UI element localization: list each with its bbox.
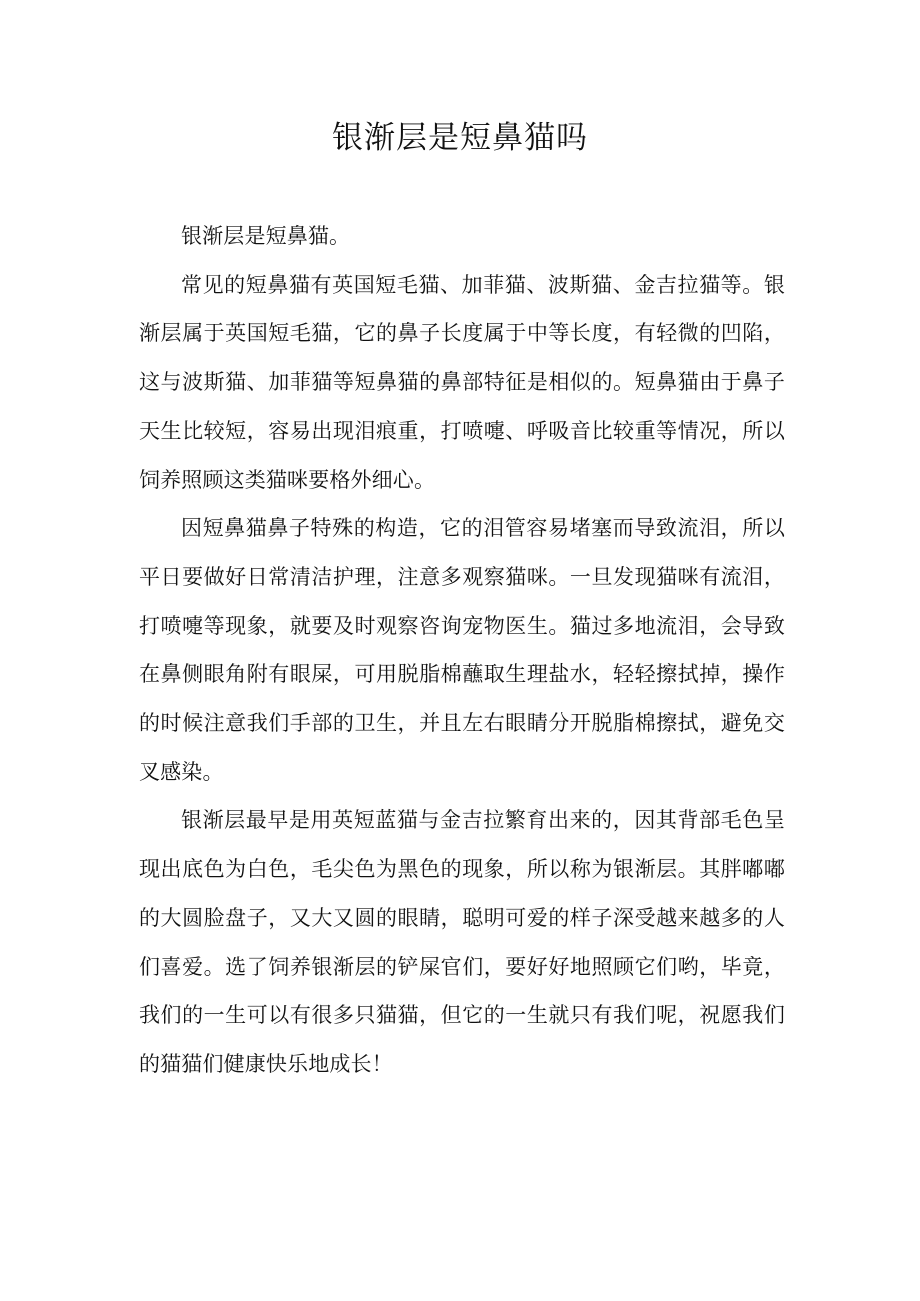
paragraph-intro: 银渐层是短鼻猫。 — [181, 224, 351, 248]
paragraph-origin-and-closing: 银渐层最早是用英短蓝猫与金吉拉繁育出来的，因其背部毛色呈现出底色为白色，毛尖色为黑色的现象，所以称为银渐层。其胖嘟嘟的大圆脸盘子，又大又圆的眼睛，聪明可爱的样子深受越来越多的人们喜爱。选了饲养银渐层的铲屎官们，要好好地照顾它们哟，毕竟，我们的一生可以有很多只猫猫，但它的一生就只有我们呢，祝愿我们的猫猫们健康快乐地成长！ — [139, 808, 785, 1076]
page-title: 银渐层是短鼻猫吗 — [332, 120, 588, 156]
document-body — [139, 212, 785, 1089]
paragraph-tear-care: 因短鼻猫鼻子特殊的构造，它的泪管容易堵塞而导致流泪，所以平日要做好日常清洁护理，注意多观察猫咪。一旦发现猫咪有流泪，打喷嚏等现象，就要及时观察咨询宠物医生。猫过多地流泪，会导致在鼻侧眼角附有眼屎，可用脱脂棉蘸取生理盐水，轻轻擦拭掉，操作的时候注意我们手部的卫生，并且左右眼睛分开脱脂棉擦拭，避免交叉感染。 — [139, 516, 785, 784]
paragraph-common-short-nose-cats: 常见的短鼻猫有英国短毛猫、加菲猫、波斯猫、金吉拉猫等。银渐层属于英国短毛猫，它的鼻子长度属于中等长度，有轻微的凹陷，这与波斯猫、加菲猫等短鼻猫的鼻部特征是相似的。短鼻猫由于鼻子天生比较短，容易出现泪痕重，打喷嚏、呼吸音比较重等情况，所以饲养照顾这类猫咪要格外细心。 — [139, 272, 785, 492]
